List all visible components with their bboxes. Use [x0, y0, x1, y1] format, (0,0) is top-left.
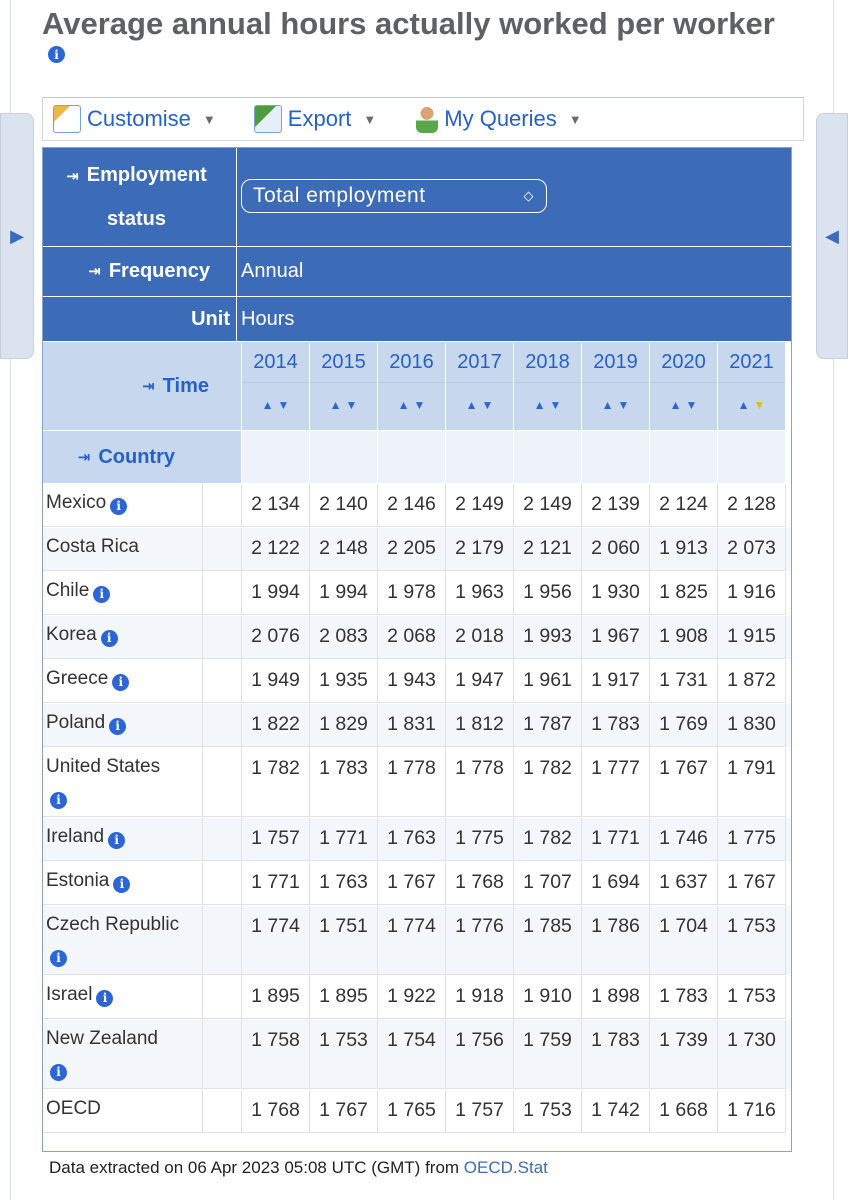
row-spacer [203, 572, 242, 615]
table-cell: 1 935 [310, 660, 378, 703]
table-cell: 1 763 [378, 818, 446, 861]
table-cell: 2 121 [514, 528, 582, 571]
table-cell: 1 731 [650, 660, 718, 703]
row-spacer [203, 528, 242, 571]
filter-row-frequency [43, 247, 791, 296]
country-name [43, 976, 203, 1019]
unit-value: Hours [237, 297, 791, 341]
sort-controls [650, 383, 717, 427]
country-name [43, 528, 203, 571]
country-name [43, 572, 203, 615]
table-cell: 1 771 [242, 862, 310, 905]
expand-right-icon: ◀ [825, 225, 839, 246]
table-cell: 1 775 [718, 818, 786, 861]
table-cell: 1 961 [514, 660, 582, 703]
info-icon[interactable]: i [108, 832, 125, 849]
expand-left-icon: ▶ [10, 225, 24, 246]
table-cell: 2 128 [718, 484, 786, 527]
table-cell: 1 758 [242, 1020, 310, 1089]
sort-ascending-icon[interactable]: ▲ [533, 398, 546, 412]
table-row [43, 906, 791, 975]
year-label: 2018 [514, 342, 581, 383]
dropdown-caret-icon: ▼ [568, 111, 582, 127]
year-label: 2014 [242, 342, 309, 383]
country-name-text: Greece [46, 668, 109, 689]
table-row [43, 616, 791, 659]
sort-ascending-icon[interactable]: ▲ [601, 398, 614, 412]
year-label: 2020 [650, 342, 717, 383]
country-name [43, 818, 203, 861]
table-cell: 1 898 [582, 976, 650, 1019]
toolbar [42, 97, 804, 141]
country-header-blanks [242, 431, 786, 483]
table-cell: 1 730 [718, 1020, 786, 1089]
table-cell: 1 822 [242, 704, 310, 747]
table-row [43, 484, 791, 527]
table-cell: 2 140 [310, 484, 378, 527]
country-header-blank [650, 431, 718, 483]
table-cell: 1 829 [310, 704, 378, 747]
row-spacer [203, 976, 242, 1019]
table-cell: 2 018 [446, 616, 514, 659]
table-cell: 2 083 [310, 616, 378, 659]
year-header-2021 [718, 342, 786, 430]
employment-status-select[interactable] [241, 179, 547, 213]
sort-controls [718, 383, 785, 427]
table-cell: 2 149 [446, 484, 514, 527]
expand-left-panel-button[interactable] [0, 113, 34, 359]
table-row [43, 704, 791, 747]
customise-label: Customise [87, 106, 191, 131]
year-label: 2016 [378, 342, 445, 383]
table-cell: 1 753 [718, 976, 786, 1019]
employment-status-cell [237, 148, 791, 246]
employment-status-label [43, 148, 237, 246]
table-cell: 1 785 [514, 906, 582, 975]
table-cell: 1 967 [582, 616, 650, 659]
table-cell: 1 742 [582, 1090, 650, 1133]
table-cell: 2 149 [514, 484, 582, 527]
footer-text: Data extracted on 06 Apr 2023 05:08 UTC (GMT) from [49, 1158, 464, 1177]
table-cell: 1 895 [242, 976, 310, 1019]
table-row [43, 1090, 791, 1133]
country-name [43, 704, 203, 747]
table-cell: 1 769 [650, 704, 718, 747]
row-spacer [203, 1020, 242, 1089]
data-table [42, 147, 792, 1152]
country-header-blank [582, 431, 650, 483]
table-cell: 1 768 [446, 862, 514, 905]
row-spacer [203, 862, 242, 905]
table-cell: 1 895 [310, 976, 378, 1019]
footer [49, 1158, 548, 1178]
table-cell: 1 739 [650, 1020, 718, 1089]
table-cell: 1 916 [718, 572, 786, 615]
table-cell: 1 778 [446, 748, 514, 817]
table-cell: 1 947 [446, 660, 514, 703]
row-spacer [203, 748, 242, 817]
table-cell: 1 757 [242, 818, 310, 861]
country-header-blank [378, 431, 446, 483]
export-icon [254, 105, 282, 133]
table-cell: 2 068 [378, 616, 446, 659]
table-row [43, 818, 791, 861]
table-cell: 2 134 [242, 484, 310, 527]
country-header-blank [514, 431, 582, 483]
sort-controls [582, 383, 649, 427]
dimension-arrow-icon: ⇥ [66, 167, 79, 185]
sort-controls [310, 383, 377, 427]
year-header-2014 [242, 342, 310, 430]
info-icon[interactable]: i [101, 630, 118, 647]
row-spacer [203, 484, 242, 527]
table-cell: 1 782 [514, 748, 582, 817]
info-icon[interactable]: i [93, 586, 110, 603]
year-headers [242, 342, 786, 430]
table-cell: 2 139 [582, 484, 650, 527]
table-cell: 1 949 [242, 660, 310, 703]
table-cell: 1 791 [718, 748, 786, 817]
country-name-text: Mexico [46, 492, 107, 513]
table-cell: 2 073 [718, 528, 786, 571]
country-name [43, 660, 203, 703]
export-label: Export [287, 106, 352, 131]
table-cell: 1 978 [378, 572, 446, 615]
table-row [43, 1020, 791, 1089]
table-cell: 1 994 [310, 572, 378, 615]
unit-label: Unit [43, 297, 237, 341]
country-header-blank [718, 431, 786, 483]
table-cell: 1 787 [514, 704, 582, 747]
table-cell: 1 759 [514, 1020, 582, 1089]
customise-menu-button[interactable] [53, 105, 216, 133]
table-cell: 2 148 [310, 528, 378, 571]
table-cell: 1 783 [650, 976, 718, 1019]
country-name [43, 616, 203, 659]
table-cell: 1 993 [514, 616, 582, 659]
table-cell: 2 124 [650, 484, 718, 527]
country-name [43, 1020, 203, 1089]
info-icon[interactable]: i [112, 674, 129, 691]
info-icon[interactable]: i [50, 792, 67, 809]
country-header-blank [242, 431, 310, 483]
row-spacer [203, 906, 242, 975]
table-cell: 2 205 [378, 528, 446, 571]
country-name [43, 1090, 203, 1133]
table-cell: 1 783 [310, 748, 378, 817]
country-name-text: Estonia [46, 870, 110, 891]
country-header-row [43, 431, 791, 483]
dimension-arrow-icon: ⇥ [88, 263, 101, 280]
expand-right-panel-button[interactable] [816, 113, 848, 359]
country-name-text: Czech Republic [46, 914, 180, 935]
row-spacer [203, 616, 242, 659]
select-caret-icon: ◇ [523, 188, 534, 203]
sort-controls [242, 383, 309, 427]
table-cell: 1 786 [582, 906, 650, 975]
sort-controls [446, 383, 513, 427]
row-spacer [203, 660, 242, 703]
employment-status-value: Total employment [253, 184, 426, 207]
country-name-text: Korea [46, 624, 97, 645]
country-name-text: United States [46, 756, 161, 777]
country-name [43, 862, 203, 905]
table-row [43, 572, 791, 615]
sort-descending-icon[interactable]: ▼ [753, 398, 766, 412]
time-header-row [43, 342, 791, 430]
page-title-text: Average annual hours actually worked per worker [42, 6, 775, 41]
table-cell: 1 943 [378, 660, 446, 703]
table-cell: 1 812 [446, 704, 514, 747]
table-cell: 2 146 [378, 484, 446, 527]
table-cell: 1 775 [446, 818, 514, 861]
dimension-arrow-icon: ⇥ [77, 449, 91, 466]
table-cell: 1 825 [650, 572, 718, 615]
customise-icon [53, 105, 81, 133]
table-cell: 1 767 [718, 862, 786, 905]
country-name [43, 906, 203, 975]
info-icon[interactable]: i [110, 498, 127, 515]
sort-ascending-icon[interactable]: ▲ [329, 398, 342, 412]
table-cell: 2 076 [242, 616, 310, 659]
sort-descending-icon[interactable]: ▼ [549, 398, 562, 412]
table-cell: 1 637 [650, 862, 718, 905]
table-cell: 1 771 [582, 818, 650, 861]
table-cell: 1 767 [310, 1090, 378, 1133]
my-queries-label: My Queries [444, 106, 557, 131]
table-cell: 1 756 [446, 1020, 514, 1089]
year-header-2018 [514, 342, 582, 430]
table-cell: 1 704 [650, 906, 718, 975]
table-cell: 1 930 [582, 572, 650, 615]
table-cell: 1 767 [650, 748, 718, 817]
table-cell: 1 757 [446, 1090, 514, 1133]
row-spacer [203, 1090, 242, 1133]
year-label: 2019 [582, 342, 649, 383]
year-header-2015 [310, 342, 378, 430]
info-icon[interactable]: i [109, 718, 126, 735]
dimension-arrow-icon: ⇥ [142, 378, 155, 395]
year-label: 2017 [446, 342, 513, 383]
table-cell: 1 917 [582, 660, 650, 703]
time-dimension-label[interactable] [43, 342, 242, 430]
table-cell: 1 915 [718, 616, 786, 659]
table-cell: 1 694 [582, 862, 650, 905]
export-menu-button[interactable] [254, 105, 376, 133]
table-row [43, 660, 791, 703]
table-cell: 1 768 [242, 1090, 310, 1133]
table-cell: 1 777 [582, 748, 650, 817]
table-cell: 1 754 [378, 1020, 446, 1089]
country-name-text: Israel [46, 984, 93, 1005]
table-cell: 1 765 [378, 1090, 446, 1133]
table-cell: 1 956 [514, 572, 582, 615]
info-icon[interactable]: i [96, 990, 113, 1007]
table-cell: 1 753 [514, 1090, 582, 1133]
country-name-text: Ireland [46, 826, 105, 847]
sort-descending-icon[interactable]: ▼ [413, 398, 426, 412]
table-cell: 1 716 [718, 1090, 786, 1133]
sort-descending-icon[interactable]: ▼ [345, 398, 358, 412]
year-header-2020 [650, 342, 718, 430]
oecd-stat-link[interactable]: OECD.Stat [463, 1158, 548, 1177]
table-cell: 2 179 [446, 528, 514, 571]
page-title [42, 4, 782, 84]
sort-descending-icon[interactable]: ▼ [481, 398, 494, 412]
frequency-value: Annual [237, 247, 791, 296]
table-cell: 1 782 [242, 748, 310, 817]
country-name [43, 748, 203, 817]
table-row [43, 862, 791, 905]
my-queries-icon [416, 105, 438, 133]
dropdown-caret-icon: ▼ [363, 111, 377, 127]
table-cell: 1 774 [378, 906, 446, 975]
info-icon[interactable]: i [48, 46, 65, 63]
sort-controls [378, 383, 445, 427]
table-cell: 1 776 [446, 906, 514, 975]
sort-descending-icon[interactable]: ▼ [685, 398, 698, 412]
country-name [43, 484, 203, 527]
table-cell: 1 872 [718, 660, 786, 703]
time-label-text: Time [162, 374, 209, 397]
table-cell: 1 918 [446, 976, 514, 1019]
table-row [43, 748, 791, 817]
table-cell: 1 763 [310, 862, 378, 905]
sort-descending-icon[interactable]: ▼ [277, 398, 290, 412]
employment-status-label-text: Employment status [86, 163, 207, 230]
table-cell: 1 707 [514, 862, 582, 905]
sort-ascending-icon[interactable]: ▲ [465, 398, 478, 412]
table-cell: 1 994 [242, 572, 310, 615]
table-cell: 1 783 [582, 1020, 650, 1089]
table-cell: 1 767 [378, 862, 446, 905]
table-cell: 1 910 [514, 976, 582, 1019]
sort-ascending-icon[interactable]: ▲ [397, 398, 410, 412]
sort-ascending-icon[interactable]: ▲ [669, 398, 682, 412]
country-dimension-label[interactable] [43, 431, 242, 483]
year-label: 2015 [310, 342, 377, 383]
country-name-text: New Zealand [46, 1028, 158, 1049]
country-name-text: Chile [46, 580, 90, 601]
sort-ascending-icon[interactable]: ▲ [261, 398, 274, 412]
table-cell: 1 753 [718, 906, 786, 975]
row-spacer [203, 704, 242, 747]
frequency-label [43, 247, 237, 296]
table-cell: 1 753 [310, 1020, 378, 1089]
country-header-blank [446, 431, 514, 483]
dropdown-caret-icon: ▼ [202, 111, 216, 127]
country-header-blank [310, 431, 378, 483]
filter-row-unit [43, 297, 791, 341]
table-cell: 1 922 [378, 976, 446, 1019]
sort-controls [514, 383, 581, 427]
table-cell: 1 782 [514, 818, 582, 861]
table-cell: 1 963 [446, 572, 514, 615]
table-row [43, 976, 791, 1019]
year-label: 2021 [718, 342, 785, 383]
table-cell: 2 122 [242, 528, 310, 571]
my-queries-menu-button[interactable] [416, 105, 581, 133]
info-icon[interactable]: i [50, 1064, 67, 1081]
table-cell: 1 830 [718, 704, 786, 747]
sort-descending-icon[interactable]: ▼ [617, 398, 630, 412]
table-cell: 1 668 [650, 1090, 718, 1133]
table-cell: 2 060 [582, 528, 650, 571]
filter-row-employment-status [43, 148, 791, 246]
table-cell: 1 783 [582, 704, 650, 747]
table-cell: 1 913 [650, 528, 718, 571]
year-header-2017 [446, 342, 514, 430]
table-cell: 1 774 [242, 906, 310, 975]
country-name-text: Costa Rica [46, 536, 139, 557]
table-cell: 1 771 [310, 818, 378, 861]
info-icon[interactable]: i [113, 876, 130, 893]
year-header-2019 [582, 342, 650, 430]
table-row [43, 528, 791, 571]
table-cell: 1 751 [310, 906, 378, 975]
country-name-text: Poland [46, 712, 106, 733]
sort-ascending-icon[interactable]: ▲ [737, 398, 750, 412]
table-cell: 1 746 [650, 818, 718, 861]
row-spacer [203, 818, 242, 861]
frequency-label-text: Frequency [108, 260, 210, 282]
table-cell: 1 778 [378, 748, 446, 817]
table-cell: 1 908 [650, 616, 718, 659]
info-icon[interactable]: i [50, 950, 67, 967]
country-label-text: Country [98, 445, 175, 468]
country-name-text: OECD [46, 1098, 101, 1119]
table-cell: 1 831 [378, 704, 446, 747]
year-header-2016 [378, 342, 446, 430]
